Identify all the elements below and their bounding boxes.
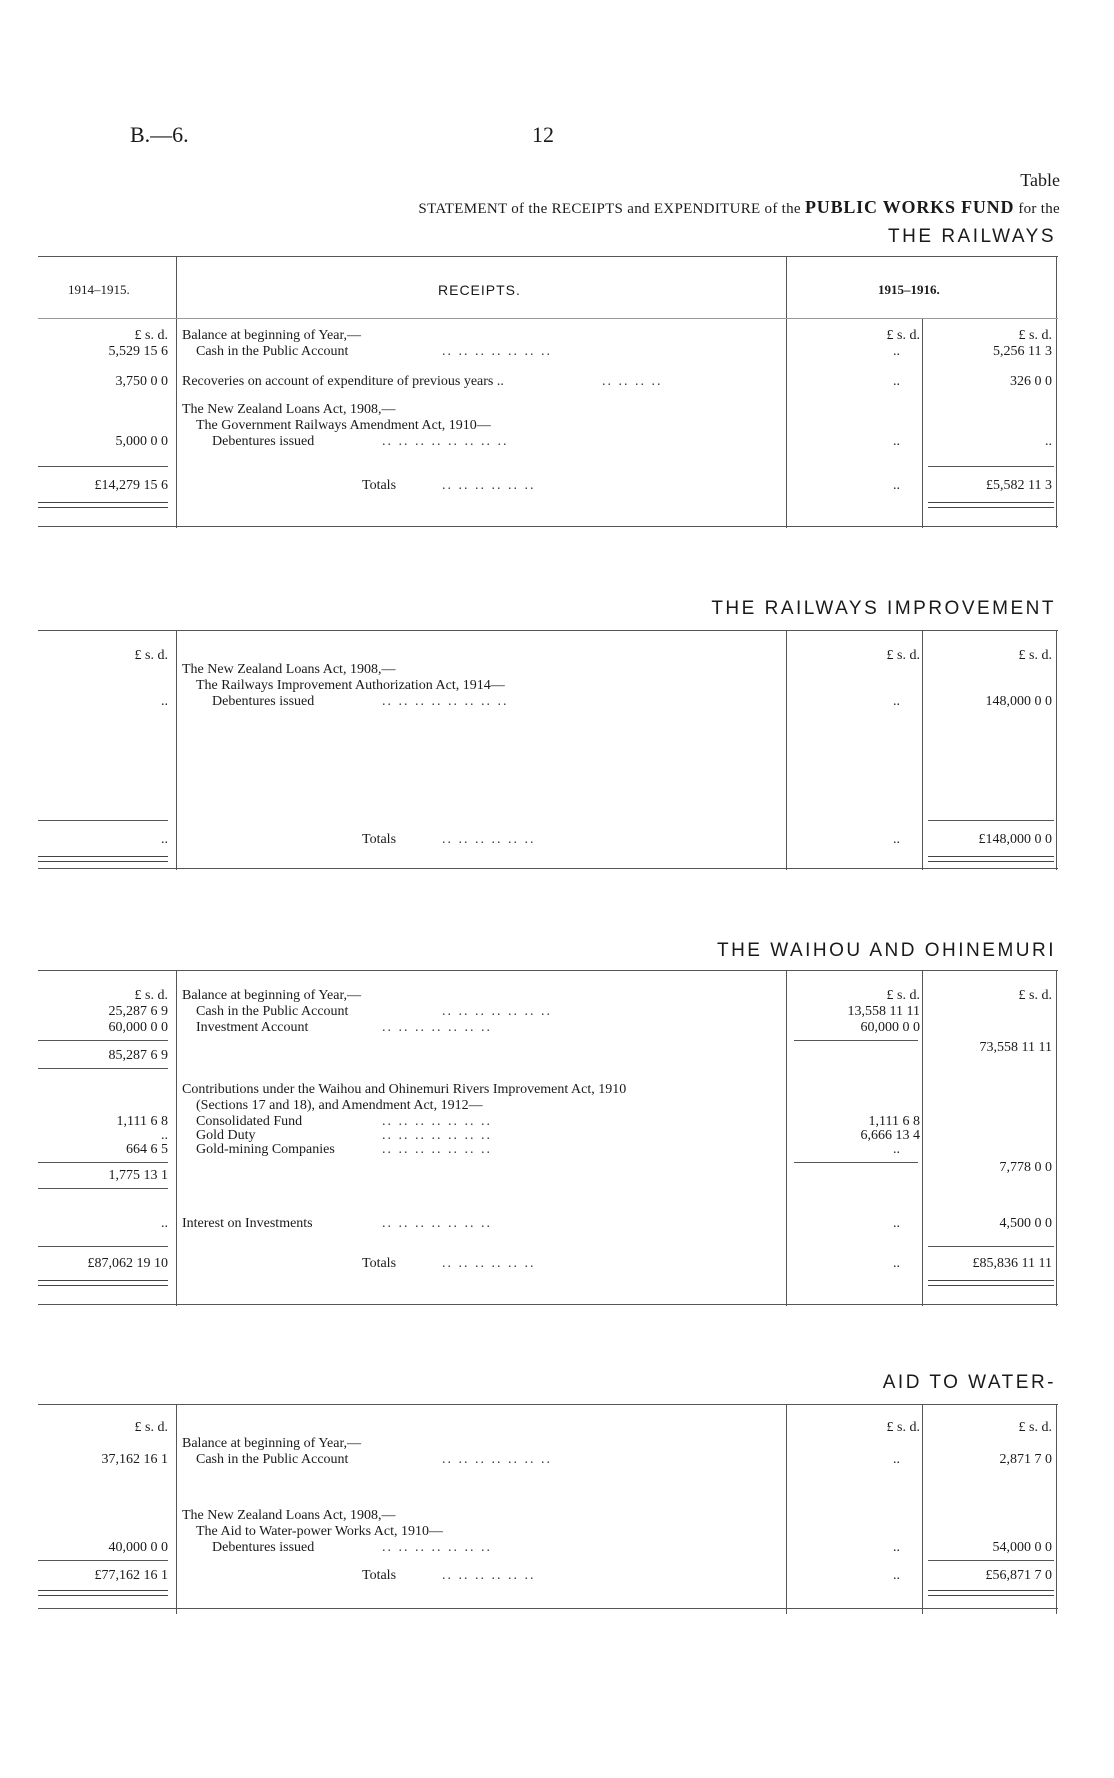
units-row [38,328,1058,344]
subtotal-row [38,1160,1058,1176]
total-curr: £5,582 11 3 [986,478,1052,493]
units-prev: £ s. d. [134,328,168,343]
value-prev: 40,000 0 0 [108,1540,168,1555]
section-heading-water: AID TO WATER- [882,1372,1056,1393]
row-label: Balance at beginning of Year,— [182,1436,362,1451]
units-mid: £ s. d. [886,328,920,343]
totals-row [38,1256,1058,1272]
value-curr: 5,256 11 3 [993,344,1052,359]
total-mid: .. [893,832,900,847]
total-prev: £77,162 16 1 [94,1568,168,1583]
table-row [38,374,1058,390]
units-prev: £ s. d. [134,988,168,1003]
table-row [38,1098,1058,1114]
table-row [38,402,1058,418]
table-row [38,662,1058,678]
table-row [38,344,1058,360]
page-number: 12 [532,122,554,147]
table-row [38,1004,1058,1020]
value-prev: 1,111 6 8 [116,1114,168,1129]
value-prev: 5,529 15 6 [108,344,168,359]
row-label: (Sections 17 and 18), and Amendment Act, 1912— [196,1098,483,1113]
table-row [38,418,1058,434]
totals-row [38,1568,1058,1584]
total-curr: £85,836 11 11 [972,1256,1052,1271]
table-row [38,1020,1058,1036]
table-row [38,1508,1058,1524]
subtotal-row [38,1040,1058,1056]
value-mid: .. [893,1142,900,1157]
value-prev: .. [161,1216,168,1231]
total-mid: .. [893,1256,900,1271]
statement-title [418,197,1060,218]
row-label: The Railways Improvement Authorization Act, 1914— [196,678,505,693]
row-label: Contributions under the Waihou and Ohinemuri Rivers Improvement Act, 1910 [182,1082,627,1097]
row-label: Debentures issued .. .. .. .. .. .. .. .. [212,434,509,449]
value-prev: 5,000 0 0 [115,434,168,449]
total-curr: £56,871 7 0 [985,1568,1052,1583]
totals-label: Totals .. .. .. .. .. .. [362,1256,536,1271]
row-label: Debentures issued .. .. .. .. .. .. .. [212,1540,492,1555]
column-receipts: RECEIPTS. [438,282,521,298]
table-row [38,1142,1058,1158]
table-row [38,678,1058,694]
row-label: Gold-mining Companies .. .. .. .. .. .. .. [196,1142,492,1157]
value-mid: 1,111 6 8 [868,1114,920,1129]
total-prev: £87,062 19 10 [87,1256,168,1271]
totals-row [38,478,1058,494]
value-curr: 326 0 0 [1010,374,1052,389]
section-heading-railways: THE RAILWAYS [888,226,1056,247]
statement-fund: PUBLIC WORKS FUND [804,197,1015,217]
totals-label: Totals .. .. .. .. .. .. [362,1568,536,1583]
subtotal-prev: 1,775 13 1 [108,1168,168,1183]
section-heading-improvement: THE RAILWAYS IMPROVEMENT [711,598,1056,619]
table-label: Table [1020,170,1060,190]
subtotal-curr: 7,778 0 0 [999,1160,1052,1175]
units-curr: £ s. d. [1018,648,1052,663]
row-label: Consolidated Fund .. .. .. .. .. .. .. [196,1114,492,1129]
total-mid: .. [893,1568,900,1583]
total-mid: .. [893,478,900,493]
table-waihou-ohinemuri [38,970,1058,1306]
column-year-prev: 1914–1915. [68,282,130,297]
row-label: Cash in the Public Account .. .. .. .. .. .. .. [196,1452,552,1467]
value-mid: .. [893,434,900,449]
statement-post: for the [1018,201,1060,217]
row-label: Interest on Investments .. .. .. .. .. .. .. [182,1216,492,1231]
value-curr: 4,500 0 0 [999,1216,1052,1231]
value-mid: .. [893,1216,900,1231]
value-prev: .. [161,694,168,709]
totals-label: Totals .. .. .. .. .. .. [362,832,536,847]
units-mid: £ s. d. [886,1420,920,1435]
row-label: The Government Railways Amendment Act, 1910— [196,418,491,433]
units-prev: £ s. d. [134,1420,168,1435]
total-prev: £14,279 15 6 [94,478,168,493]
row-label: Cash in the Public Account .. .. .. .. .. .. .. [196,1004,552,1019]
totals-label: Totals .. .. .. .. .. .. [362,478,536,493]
value-mid: .. [893,694,900,709]
value-mid: 60,000 0 0 [860,1020,920,1035]
value-prev: 25,287 6 9 [108,1004,168,1019]
table-row [38,1216,1058,1232]
value-prev: 60,000 0 0 [108,1020,168,1035]
row-label: The New Zealand Loans Act, 1908,— [182,662,396,677]
document-reference: B.—6. [130,122,189,147]
table-row [38,1524,1058,1540]
value-curr: 2,871 7 0 [999,1452,1052,1467]
value-prev: .. [161,1128,168,1143]
value-prev: 3,750 0 0 [115,374,168,389]
table-railways [38,256,1058,528]
row-label: Balance at beginning of Year,— [182,328,362,343]
value-mid: 13,558 11 11 [847,1004,920,1019]
row-label: Gold Duty .. .. .. .. .. .. .. [196,1128,492,1143]
units-curr: £ s. d. [1018,988,1052,1003]
value-curr: 54,000 0 0 [992,1540,1052,1555]
column-year-curr: 1915–1916. [878,282,940,297]
table-row [38,1436,1058,1452]
total-curr: £148,000 0 0 [978,832,1052,847]
statement-pre: STATEMENT of the RECEIPTS and EXPENDITURE of the [418,201,801,217]
row-label: Debentures issued .. .. .. .. .. .. .. .. [212,694,509,709]
value-mid: 6,666 13 4 [860,1128,920,1143]
value-mid: .. [893,1540,900,1555]
units-row [38,988,1058,1004]
totals-row [38,832,1058,848]
table-aid-to-water [38,1404,1058,1614]
table-railways-improvement [38,630,1058,870]
row-label: The New Zealand Loans Act, 1908,— [182,1508,396,1523]
units-row [38,1420,1058,1436]
units-mid: £ s. d. [886,988,920,1003]
row-label: Cash in the Public Account .. .. .. .. .. .. .. [196,344,552,359]
table-row [38,1540,1058,1556]
table-row [38,694,1058,710]
row-label: Balance at beginning of Year,— [182,988,362,1003]
table-row [38,434,1058,450]
subtotal-curr: 73,558 11 11 [979,1040,1052,1055]
value-prev: 664 6 5 [126,1142,168,1157]
value-mid: .. [893,1452,900,1467]
table-row [38,1082,1058,1098]
value-prev: 37,162 16 1 [101,1452,168,1467]
row-label: The Aid to Water-power Works Act, 1910— [196,1524,443,1539]
value-mid: .. [893,374,900,389]
row-label: Recoveries on account of expenditure of previous years .. .. .. .. .. [182,374,663,389]
units-mid: £ s. d. [886,648,920,663]
value-curr: 148,000 0 0 [985,694,1052,709]
units-curr: £ s. d. [1018,328,1052,343]
table-row [38,1452,1058,1468]
total-prev: .. [161,832,168,847]
row-label: Investment Account .. .. .. .. .. .. .. [196,1020,492,1035]
value-curr: .. [1045,434,1052,449]
units-curr: £ s. d. [1018,1420,1052,1435]
value-mid: .. [893,344,900,359]
row-label: The New Zealand Loans Act, 1908,— [182,402,396,417]
subtotal-prev: 85,287 6 9 [108,1048,168,1063]
section-heading-waihou: THE WAIHOU AND OHINEMURI [716,940,1056,961]
units-prev: £ s. d. [134,648,168,663]
